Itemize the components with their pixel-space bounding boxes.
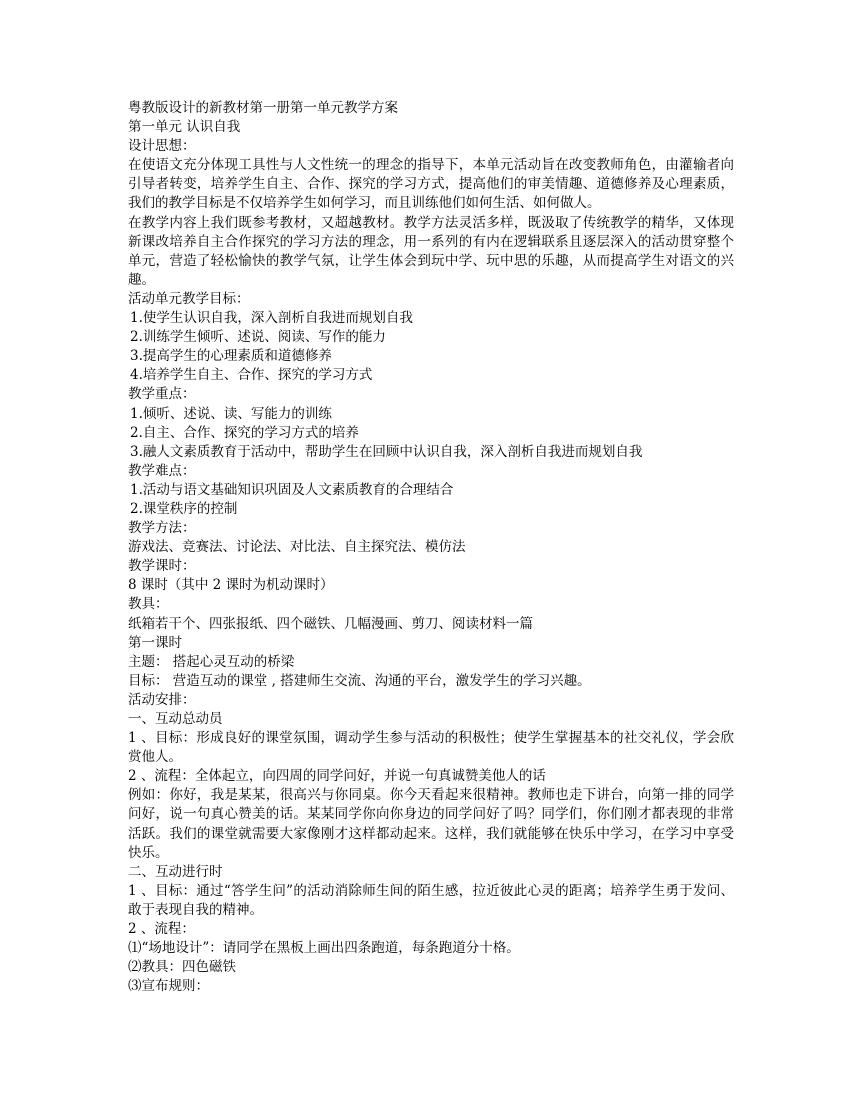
- document-page: [128, 99, 734, 996]
- goals-heading: 活动单元教学目标：: [128, 290, 250, 307]
- goal-item: 2.训练学生倾听、述说、阅读、写作的能力: [130, 329, 386, 346]
- methods-text: 游戏法、竞赛法、讨论法、对比法、自主探究法、模仿法: [128, 539, 466, 556]
- part-1-item-1: 1 、目标：形成良好的课堂氛围，调动学生参与活动的积极性；使学生掌握基本的社交礼仪，学会欣赏他人。: [128, 730, 734, 766]
- arrangement-heading: 活动安排：: [128, 691, 196, 708]
- design-paragraph-1: 在使语文充分体现工具性与人文性统一的理念的指导下，本单元活动旨在改变教师角色，由灌输者向引导者转变，培养学生自主、合作、探究的学习方式，提高他们的审美情趣、道德修养及心理素质，我们的教学目标是不仅培养学生如何学习，而且训练他们如何生活、如何做人。: [128, 157, 734, 212]
- tools-heading: 教具：: [128, 596, 169, 613]
- methods-heading: 教学方法：: [128, 520, 196, 537]
- part-2-step: ⑵教具：四色磁铁: [128, 959, 236, 976]
- part-2-item-2: 2 、流程：: [128, 921, 195, 938]
- unit-title: 第一单元 认识自我: [128, 119, 241, 136]
- tools-text: 纸箱若干个、四张报纸、四个磁铁、几幅漫画、剪刀、阅读材料一篇: [128, 615, 533, 632]
- part-1-item-2: 2 、流程：全体起立，向四周的同学问好，并说一句真诚赞美他人的话: [128, 768, 546, 785]
- difficult-points-heading: 教学难点：: [128, 462, 196, 479]
- lesson-1-heading: 第一课时: [128, 634, 182, 651]
- difficult-point-item: 2.课堂秩序的控制: [130, 500, 238, 517]
- key-point-item: 1.倾听、述说、读、写能力的训练: [130, 405, 332, 422]
- design-heading: 设计思想：: [128, 138, 196, 155]
- key-point-item: 2.自主、合作、探究的学习方式的培养: [130, 424, 359, 441]
- document-title: 粤教版设计的新教材第一册第一单元教学方案: [128, 100, 398, 116]
- part-2-step: ⑶宣布规则：: [128, 978, 209, 995]
- design-paragraph-2: 在教学内容上我们既参考教材，又超越教材。教学方法灵活多样，既汲取了传统教学的精华，又体现新课改培养自主合作探究的学习方法的理念，用一系列的有内在逻辑联系且逐层深入的活动贯穿整个单元，营造了轻松愉快的教学气氛，让学生体会到玩中学、玩中思的乐趣，从而提高学生对语文的兴趣。: [128, 214, 734, 288]
- goal-item: 1.使学生认识自我，深入剖析自我进而规划自我: [130, 310, 413, 327]
- difficult-point-item: 1.活动与语文基础知识巩固及人文素质教育的合理结合: [130, 481, 454, 498]
- hours-heading: 教学课时：: [128, 558, 196, 575]
- lesson-1-theme: 主题： 搭起心灵互动的桥梁: [128, 653, 295, 670]
- key-points-heading: 教学重点：: [128, 386, 196, 403]
- key-point-item: 3.融人文素质教育于活动中，帮助学生在回顾中认识自我，深入剖析自我进而规划自我: [130, 443, 643, 460]
- part-2-heading: 二、互动进行时: [128, 863, 223, 880]
- part-2-item-1: 1 、目标：通过“答学生问”的活动消除师生间的陌生感，拉近彼此心灵的距离；培养学生勇于发问、敢于表现自我的精神。: [128, 882, 734, 918]
- hours-text: 8 课时（其中 2 课时为机动课时）: [128, 577, 334, 594]
- goal-item: 4.培养学生自主、合作、探究的学习方式: [130, 367, 373, 384]
- goal-item: 3.提高学生的心理素质和道德修养: [130, 348, 332, 365]
- lesson-1-goal: 目标： 营造互动的课堂 , 搭建师生交流、沟通的平台，激发学生的学习兴趣。: [128, 672, 591, 689]
- part-1-heading: 一、互动总动员: [128, 711, 223, 727]
- part-1-example: 例如：你好，我是某某，很高兴与你同桌。你今天看起来很精神。教师也走下讲台，向第一排的同学问好，说一句真心赞美的话。某某同学你向你身边的同学问好了吗？同学们，你们刚才都表现的非常活跃。我们的课堂就需要大家像刚才这样都动起来。这样，我们就能够在快乐中学习，在学习中享受快乐。: [128, 787, 734, 861]
- part-2-step: ⑴“场地设计”：请同学在黑板上画出四条跑道，每条跑道分十格。: [128, 940, 520, 957]
